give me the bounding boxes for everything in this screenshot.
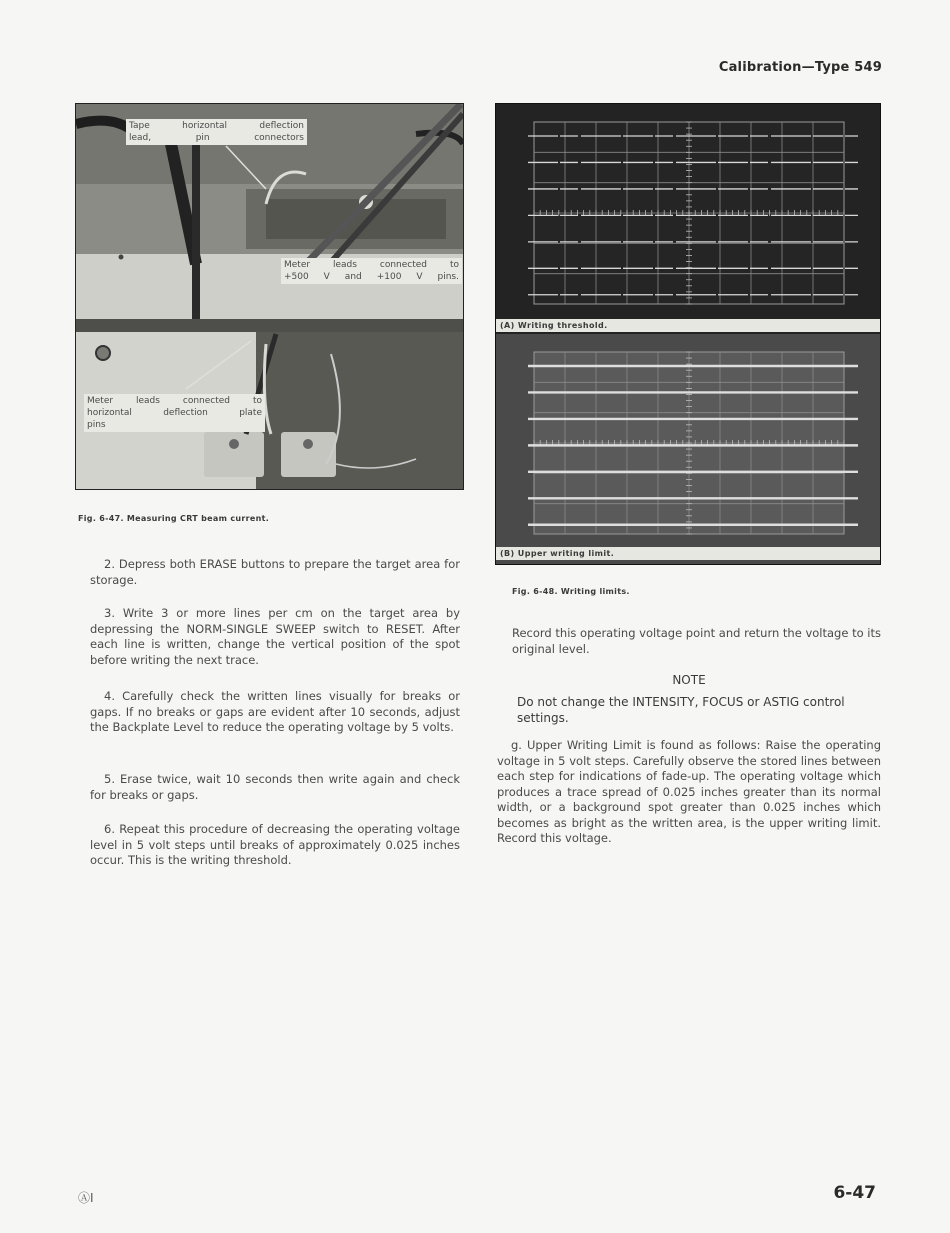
page-number: 6-47 [833, 1183, 876, 1203]
note-body: Do not change the INTENSITY, FOCUS or ASTIG control settings. [517, 695, 845, 725]
figure-6-48-scope-images [495, 103, 881, 565]
step-g-paragraph: g. Upper Writing Limit is found as follows: Raise the operating voltage in 5 volt steps. Carefully observe the stored lines between each step for indications of fade-up. The operating voltage which produces a trace spread of 0.025 inches greater than its normal width, or a background spot greater than 0.025 inches which becomes as bright as the written area, is the upper writing limit. Record this voltage. [497, 738, 881, 845]
footer-mark: ⒶI [78, 1191, 94, 1205]
figure-6-48-caption: Fig. 6-48. Writing limits. [512, 587, 630, 596]
callout-meter-leads-plate: Meter leads connected to horizontal deflection plate pins [84, 394, 265, 432]
step-3-paragraph: 3. Write 3 or more lines per cm on the target area by depressing the NORM-SINGLE SWEEP switch to RESET. After each line is written, change the vertical position of the spot before writing the next trace. [90, 606, 460, 667]
step-4-paragraph: 4. Carefully check the written lines visually for breaks or gaps. If no breaks or gaps are evident after 10 seconds, adjust the Backplate Level to reduce the operating voltage by 5 volts. [90, 689, 460, 734]
panel-b-label: (B) Upper writing limit. [496, 547, 880, 560]
callout-tape-leads: Tape horizontal deflection lead, pin connectors [126, 119, 307, 145]
step-2-paragraph: 2. Depress both ERASE buttons to prepare the target area for storage. [90, 557, 460, 587]
callout-meter-leads-500v: Meter leads connected to +500 V and +100 V pins. [281, 258, 462, 284]
panel-a-label: (A) Writing threshold. [496, 319, 880, 332]
record-voltage-paragraph: Record this operating voltage point and return the voltage to its original level. [512, 626, 881, 656]
scope-panel-writing-threshold [496, 104, 880, 334]
graticule-a [496, 104, 880, 319]
graticule-b [496, 334, 880, 547]
note-title: NOTE [672, 673, 706, 687]
step-6-paragraph: 6. Repeat this procedure of decreasing the operating voltage level in 5 volt steps until breaks of approximately 0.025 inches occur. This is the writing threshold. [90, 822, 460, 867]
running-header: Calibration—Type 549 [718, 60, 882, 75]
figure-6-47-photo [75, 103, 464, 490]
step-5-paragraph: 5. Erase twice, wait 10 seconds then write again and check for breaks or gaps. [90, 772, 460, 802]
scope-panel-upper-writing-limit [496, 334, 880, 564]
figure-6-47-caption: Fig. 6-47. Measuring CRT beam current. [78, 514, 270, 523]
